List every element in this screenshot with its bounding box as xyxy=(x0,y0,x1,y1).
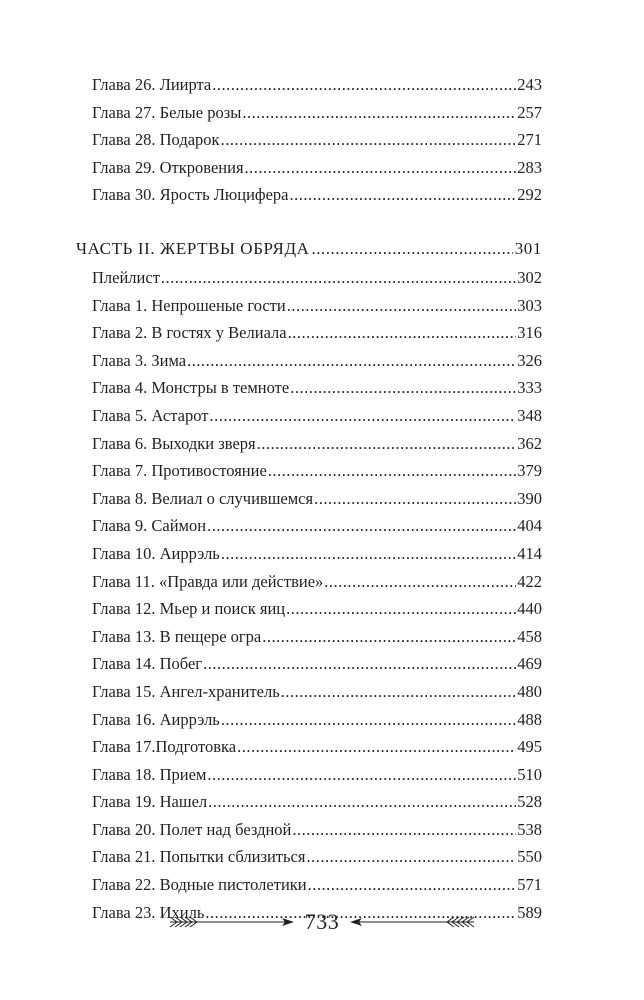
toc-entry-title: Глава 13. В пещере огра xyxy=(92,626,262,646)
toc-entry xyxy=(76,457,542,485)
dot-leader xyxy=(203,650,516,678)
toc-entry xyxy=(76,99,542,127)
toc-part-title: ЧАСТЬ II. ЖЕРТВЫ ОБРЯДА xyxy=(76,239,310,258)
dot-leader xyxy=(290,374,516,402)
toc-entry-page: 571 xyxy=(517,875,542,895)
toc-entry xyxy=(76,650,542,678)
toc-entry-title: Глава 16. Аиррэль xyxy=(92,709,220,729)
toc-entry-page: 550 xyxy=(517,847,542,867)
toc-entry-title: Плейлист xyxy=(92,268,160,287)
toc-entry-title: Глава 8. Велиал о случившемся xyxy=(92,488,314,508)
toc-entry-page: 348 xyxy=(517,405,542,425)
toc-entry-page: 326 xyxy=(517,350,542,370)
toc-entry xyxy=(76,430,542,458)
dot-leader xyxy=(288,319,517,347)
toc-entry-page: 458 xyxy=(517,626,542,646)
toc-entry xyxy=(76,264,542,292)
toc-entry-page: 469 xyxy=(517,654,542,674)
toc-entry xyxy=(76,733,542,761)
toc-entry-title: Глава 21. Попытки сблизиться xyxy=(92,847,306,867)
toc-entry xyxy=(76,71,542,99)
toc-entry xyxy=(76,595,542,623)
toc-entry-title: Глава 30. Ярость Люцифера xyxy=(92,185,289,205)
dot-leader xyxy=(312,234,513,264)
toc-entry xyxy=(76,126,542,154)
toc-part-page: 301 xyxy=(514,239,542,258)
toc-entry-page: 510 xyxy=(517,764,542,784)
toc-entry-page: 589 xyxy=(517,902,542,922)
toc-part-heading xyxy=(76,234,542,264)
dot-leader xyxy=(212,71,516,99)
dot-leader xyxy=(207,761,516,789)
page-number: 733 xyxy=(304,909,340,934)
toc-entry-page: 302 xyxy=(517,268,542,287)
toc-entry-page: 271 xyxy=(517,130,542,150)
toc-entry xyxy=(76,154,542,182)
toc-entry xyxy=(76,402,542,430)
toc-entry-page: 303 xyxy=(517,295,542,315)
dot-leader xyxy=(287,292,517,320)
toc-entry-title: Глава 17.Подготовка xyxy=(92,737,237,757)
toc-entry xyxy=(76,292,542,320)
toc-entry-page: 488 xyxy=(517,709,542,729)
toc-entry-page: 316 xyxy=(517,323,542,343)
toc-entry-title: Глава 12. Мьер и поиск яиц xyxy=(92,599,286,619)
toc-entry-page: 538 xyxy=(517,819,542,839)
toc-entry-page: 404 xyxy=(517,516,542,536)
toc-entry-page: 257 xyxy=(517,102,542,122)
dot-leader xyxy=(306,843,516,871)
dot-leader xyxy=(208,788,516,816)
dot-leader xyxy=(242,99,516,127)
toc-entry-title: Глава 14. Побег xyxy=(92,654,203,674)
toc-part-one-tail xyxy=(76,71,542,209)
toc-entry-page: 283 xyxy=(517,157,542,177)
toc-entry-title: Глава 19. Нашел xyxy=(92,792,208,812)
toc-entry xyxy=(76,678,542,706)
dot-leader xyxy=(292,816,516,844)
toc-entry-title: Глава 11. «Правда или действие» xyxy=(92,571,324,591)
dot-leader xyxy=(314,485,516,513)
dot-leader xyxy=(308,871,517,899)
toc-entry-title: Глава 27. Белые розы xyxy=(92,102,242,122)
toc-entry-page: 528 xyxy=(517,792,542,812)
dot-leader xyxy=(207,512,516,540)
toc-entry xyxy=(76,816,542,844)
toc-entry-page: 333 xyxy=(517,378,542,398)
dot-leader xyxy=(257,430,517,458)
toc-entry-title: Глава 9. Саймон xyxy=(92,516,207,536)
toc-entry-page: 243 xyxy=(517,75,542,94)
toc-entry xyxy=(76,706,542,734)
toc-entry-page: 379 xyxy=(517,461,542,481)
dot-leader xyxy=(281,678,516,706)
dot-leader xyxy=(324,568,516,596)
toc-entry xyxy=(76,568,542,596)
toc-entry-title: Глава 23. Ихиль xyxy=(92,902,205,922)
toc-entry xyxy=(76,761,542,789)
toc-entry-page: 422 xyxy=(517,571,542,591)
dot-leader xyxy=(221,540,516,568)
toc-entry-page: 390 xyxy=(517,488,542,508)
toc-entry xyxy=(76,871,542,899)
dot-leader xyxy=(290,181,517,209)
dot-leader xyxy=(268,457,516,485)
toc-entry-title: Глава 5. Астарот xyxy=(92,405,209,425)
toc-entry xyxy=(76,540,542,568)
dot-leader xyxy=(161,264,516,292)
toc-entry xyxy=(76,347,542,375)
dot-leader xyxy=(262,623,516,651)
toc-entry-title: Глава 29. Откровения xyxy=(92,157,244,177)
toc-entry xyxy=(76,512,542,540)
dot-leader xyxy=(245,154,517,182)
dot-leader xyxy=(286,595,516,623)
toc-entry-title: Глава 1. Непрошеные гости xyxy=(92,295,286,315)
toc-entry-page: 480 xyxy=(517,681,542,701)
toc-entry-title: Глава 15. Ангел-хранитель xyxy=(92,681,280,701)
dot-leader xyxy=(187,347,516,375)
toc-entry xyxy=(76,485,542,513)
toc-entry-title: Глава 10. Аиррэль xyxy=(92,543,220,563)
toc-part-two xyxy=(76,234,542,926)
dot-leader xyxy=(221,126,517,154)
toc-entry-page: 414 xyxy=(517,543,542,563)
toc-entry-page: 495 xyxy=(517,737,542,757)
toc-entry xyxy=(76,788,542,816)
toc-entry-title: Глава 6. Выходки зверя xyxy=(92,433,256,453)
toc-entry-page: 362 xyxy=(517,433,542,453)
toc-entry-title: Глава 18. Прием xyxy=(92,764,207,784)
dot-leader xyxy=(221,706,516,734)
toc-entry-title: Глава 28. Подарок xyxy=(92,130,220,150)
toc-entry xyxy=(76,623,542,651)
toc-entry-title: Глава 7. Противостояние xyxy=(92,461,267,481)
toc-entry xyxy=(76,181,542,209)
page-footer xyxy=(0,905,644,939)
toc-entry-title: Глава 3. Зима xyxy=(92,350,187,370)
toc-entry xyxy=(76,319,542,347)
toc-entry-title: Глава 2. В гостях у Велиала xyxy=(92,323,287,343)
toc-entry-title: Глава 20. Полет над бездной xyxy=(92,819,292,839)
toc-entry-page: 292 xyxy=(517,185,542,205)
dot-leader xyxy=(237,733,516,761)
dot-leader xyxy=(209,402,516,430)
toc-entry-title: Глава 22. Водные пистолетики xyxy=(92,875,307,895)
toc-entry xyxy=(76,374,542,402)
toc-entry-title: Глава 26. Лиирта xyxy=(92,75,212,94)
toc-entry xyxy=(76,843,542,871)
arrow-left-icon xyxy=(350,913,476,931)
toc-entry-title: Глава 4. Монстры в темноте xyxy=(92,378,290,398)
toc-entry-page: 440 xyxy=(517,599,542,619)
toc-chapter-list xyxy=(76,264,542,926)
